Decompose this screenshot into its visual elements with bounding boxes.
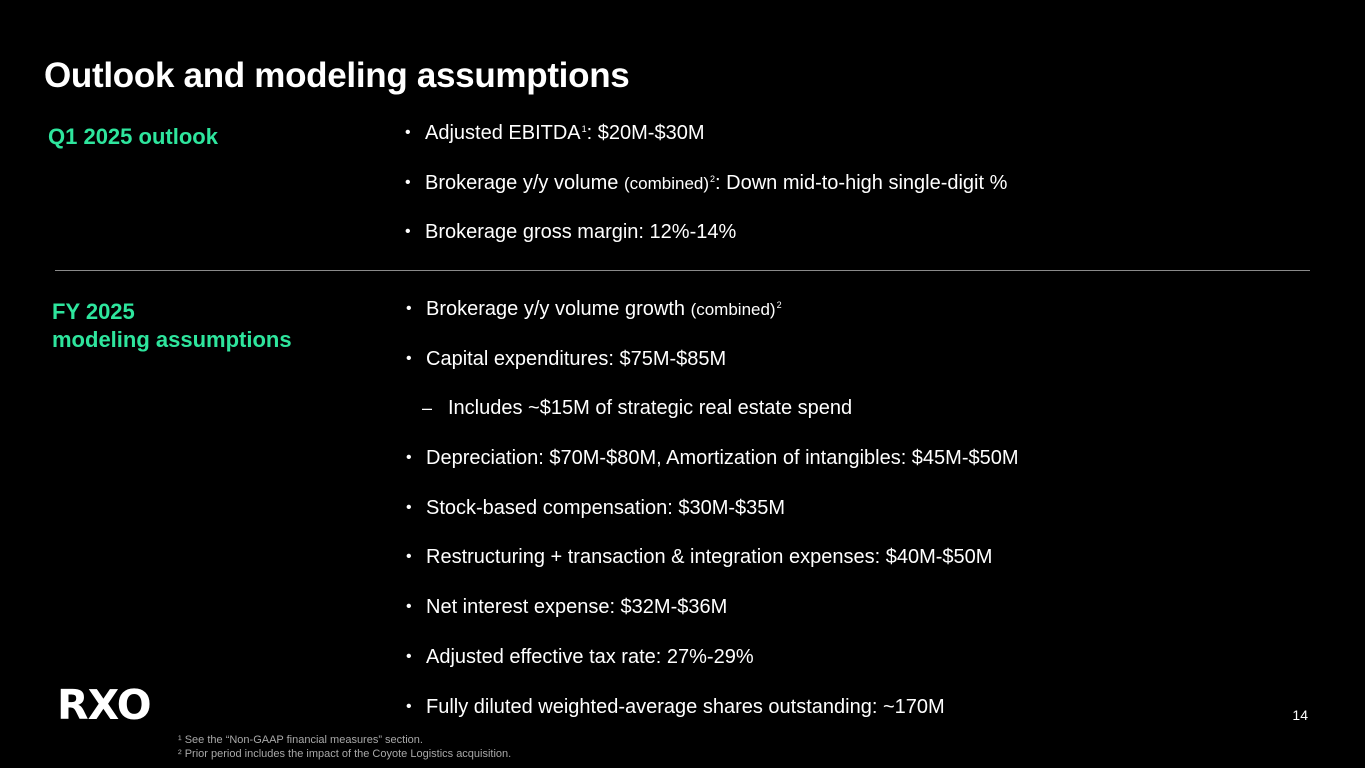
sub-list-item	[406, 395, 1019, 445]
list-item	[405, 219, 1007, 269]
item-text: Brokerage gross margin: 12%-14%	[425, 221, 737, 243]
footnote-ref: 2	[710, 173, 716, 184]
bullet-icon: •	[406, 349, 412, 367]
list-item	[406, 445, 1019, 495]
item-text: Adjusted EBITDA	[425, 122, 581, 144]
list-item	[405, 170, 1007, 220]
bullet-icon: •	[405, 223, 411, 240]
dash-icon: –	[422, 398, 433, 419]
list-item	[406, 644, 1019, 694]
footnote-ref: 1	[581, 124, 587, 134]
footnote-ref: 2	[776, 300, 782, 310]
footnote-1: ¹ See the “Non-GAAP financial measures” section.	[178, 734, 423, 746]
item-text: Capital expenditures: $75M-$85M	[426, 347, 727, 370]
footnote-2: ² Prior period includes the impact of the Coyote Logistics acquisition.	[178, 748, 512, 760]
item-text: Adjusted effective tax rate: 27%-29%	[426, 645, 754, 668]
list-item	[406, 495, 1019, 545]
bullet-icon: •	[405, 124, 411, 141]
rxo-logo: RXO	[57, 681, 151, 729]
page-number: 14	[1292, 707, 1308, 723]
item-text: Brokerage y/y volume growth	[426, 298, 691, 320]
bullet-icon: •	[406, 498, 412, 516]
item-text: Brokerage y/y volume	[425, 171, 624, 194]
footnotes	[178, 733, 511, 761]
bullet-icon: •	[406, 548, 412, 566]
item-text: Depreciation: $70M-$80M, Amortization of intangibles: $45M-$50M	[426, 447, 1019, 470]
item-text: Stock-based compensation: $30M-$35M	[426, 496, 786, 519]
fy-assumptions-label	[52, 298, 292, 354]
bullet-icon: •	[406, 300, 412, 317]
item-text-value: : $20M-$30M	[586, 122, 705, 144]
list-item	[406, 346, 1019, 396]
section-divider	[55, 270, 1310, 271]
bullet-icon: •	[405, 173, 411, 191]
item-qualifier: (combined)	[690, 300, 776, 319]
fy-label-line1: FY 2025	[52, 299, 135, 324]
item-text-value: : Down mid-to-high single-digit %	[715, 171, 1008, 194]
item-text: Restructuring + transaction & integration expenses: $40M-$50M	[426, 546, 993, 569]
list-item	[406, 594, 1019, 644]
q1-outlook-label: Q1 2025 outlook	[48, 124, 218, 149]
q1-outlook-list	[405, 120, 1007, 269]
list-item	[406, 544, 1019, 594]
fy-label-line2: modeling assumptions	[52, 327, 292, 352]
bullet-icon: •	[406, 598, 412, 616]
item-qualifier: (combined)	[623, 173, 710, 193]
page-title: Outlook and modeling assumptions	[44, 56, 630, 95]
item-text: Fully diluted weighted-average shares outstanding: ~170M	[426, 695, 945, 718]
bullet-icon: •	[406, 697, 412, 715]
bullet-icon: •	[406, 647, 412, 665]
fy-assumptions-list	[406, 296, 1019, 743]
item-text: Includes ~$15M of strategic real estate spend	[448, 397, 853, 420]
item-text: Net interest expense: $32M-$36M	[426, 596, 728, 619]
list-item	[406, 296, 1019, 346]
bullet-icon: •	[406, 449, 412, 467]
list-item	[405, 120, 1007, 170]
